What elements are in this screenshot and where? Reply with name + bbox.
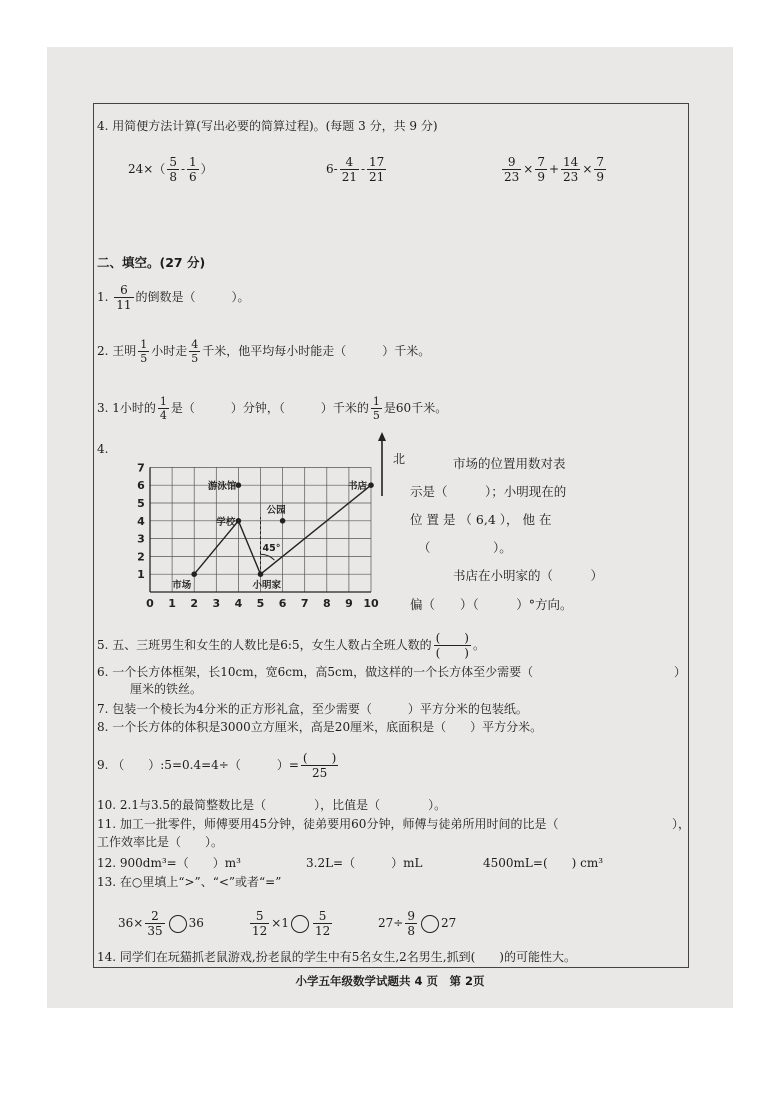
compare-expression-1: 36× $\frac{2}{35}$ 36 [118, 909, 204, 938]
point-label: 学校 [216, 516, 236, 528]
x-tick-label: 8 [322, 597, 331, 610]
compare-circle-2[interactable] [291, 915, 309, 933]
question-9: 9. （ ）:5=0.4=4÷（ ）= $\frac{( )}{25}$ [97, 751, 337, 780]
y-tick-label: 2 [137, 550, 145, 564]
question-11: 11. 加工一批零件，师傅要用45分钟，徒弟要用60分钟，师傅与徒弟所用时间的比是（ [97, 817, 559, 831]
x-tick-label: 10 [363, 597, 379, 610]
x-tick-label: 4 [234, 597, 243, 610]
question-11-close: ）， [672, 817, 691, 831]
question-6-line-2: 厘米的铁丝。 [130, 682, 203, 696]
question-6-close: ） [674, 665, 687, 679]
question-12-part-a: 12. 900dm³=（ ）m³ [97, 856, 241, 870]
map-question-line-5: 书店在小明家的（ ） [453, 568, 604, 583]
map-question-line-2: 示是（ ）；小明现在的 [410, 484, 567, 499]
x-tick-label: 7 [300, 597, 309, 610]
compare-circle-1[interactable] [169, 915, 187, 933]
calc-expression-2: 6- $\frac{4}{21}$ - $\frac{17}{21}$ [326, 155, 385, 184]
north-arrow-icon [376, 432, 388, 498]
x-tick-label: 6 [278, 597, 287, 610]
north-label: 北 [393, 452, 406, 466]
compare-circle-3[interactable] [421, 915, 439, 933]
angle-arc [261, 554, 275, 560]
coordinate-map [136, 436, 386, 616]
question-3: 3. 1小时的 $\frac{1}{4}$ 是（ ）分钟，（ ）千米的 $\frac{1}{5}$ 是60千米。 [97, 395, 448, 422]
compare-expression-3: 27÷ $\frac{9}{8}$ 27 [378, 909, 457, 938]
x-tick-label: 1 [168, 597, 176, 610]
map-question-line-3: 位 置 是 （ 6,4 ）， 他 在 [410, 512, 552, 527]
y-tick-label: 6 [137, 479, 145, 493]
point-label: 公园 [266, 504, 286, 516]
map-question-line-4: （ ）。 [418, 540, 512, 555]
y-tick-label: 1 [137, 568, 145, 582]
point-label: 书店 [347, 481, 367, 493]
question-8: 8. 一个长方体的体积是3000立方厘米，高是20厘米，底面积是（ ）平方分米。 [97, 720, 543, 734]
point-marker [368, 482, 374, 488]
point-label: 小明家 [252, 580, 282, 592]
question-2: 2. 王明 $\frac{1}{5}$ 小时走 $\frac{4}{5}$ 千米，他平均每小时能走（ ）千米。 [97, 338, 431, 365]
compare-expression-2: $\frac{5}{12}$ ×1 $\frac{5}{12}$ [252, 909, 331, 938]
y-tick-label: 7 [137, 461, 145, 475]
point-label: 市场 [172, 580, 192, 592]
x-tick-label: 5 [256, 597, 265, 610]
calc-expression-3: $\frac{9}{23}$ × $\frac{7}{9}$ + $\frac{14}{23}$ × $\frac{7}{9}$ [504, 155, 605, 184]
y-tick-label: 4 [137, 514, 145, 528]
map-question-line-6: 偏（ ）（ ）°方向。 [410, 597, 573, 612]
x-tick-label: 0 [146, 597, 154, 610]
question-12-part-c: 4500mL=( ) cm³ [483, 856, 604, 870]
question-10: 10. 2.1与3.5的最简整数比是（ ），比值是（ ）。 [97, 798, 447, 812]
calc-expression-1: 24×（ $\frac{5}{8}$ - $\frac{1}{6}$ ） [128, 155, 213, 184]
point-label: 45° [262, 543, 281, 555]
y-tick-label: 5 [137, 497, 145, 510]
map-question-line-1: 市场的位置用数对表 [453, 456, 566, 471]
point-label: 游泳馆 [207, 481, 237, 493]
point-marker [236, 482, 242, 488]
question-14: 14. 同学们在玩猫抓老鼠游戏,扮老鼠的学生中有5名女生,2名男生,抓到( )的可能性大。 [97, 950, 576, 964]
point-marker [236, 518, 242, 524]
section-title: 二、填空。(27 分) [97, 255, 206, 270]
question-11-line-2: 工作效率比是（ ）。 [97, 835, 224, 849]
page-footer: 小学五年级数学试题共 4 页 第 2页 [295, 974, 485, 988]
question-13: 13. 在○里填上“>”、“<”或者“=” [97, 875, 282, 889]
question-4-number: 4. [97, 442, 109, 456]
point-marker [280, 518, 286, 524]
calc-instruction: 4. 用简便方法计算(写出必要的简算过程)。(每题 3 分，共 9 分) [97, 119, 438, 133]
question-5: 5. 五、三班男生和女生的人数比是6:5，女生人数占全班人数的 $\frac{( )}{( )}$ 。 [97, 631, 485, 660]
question-6: 6. 一个长方体框架，长10cm，宽6cm，高5cm，做这样的一个长方体至少需要（ [97, 665, 534, 679]
point-marker [258, 571, 264, 577]
question-7: 7. 包装一个棱长为4分米的正方形礼盒，至少需要（ ）平方分米的包装纸。 [97, 702, 528, 716]
question-1: 1. $\frac{6}{11}$ 的倒数是（ ）。 [97, 283, 250, 312]
x-tick-label: 9 [345, 597, 353, 610]
x-tick-label: 2 [190, 597, 199, 610]
point-marker [191, 571, 197, 577]
y-tick-label: 3 [137, 532, 145, 546]
x-tick-label: 3 [212, 597, 221, 610]
question-12-part-b: 3.2L=（ ）mL [306, 856, 423, 870]
